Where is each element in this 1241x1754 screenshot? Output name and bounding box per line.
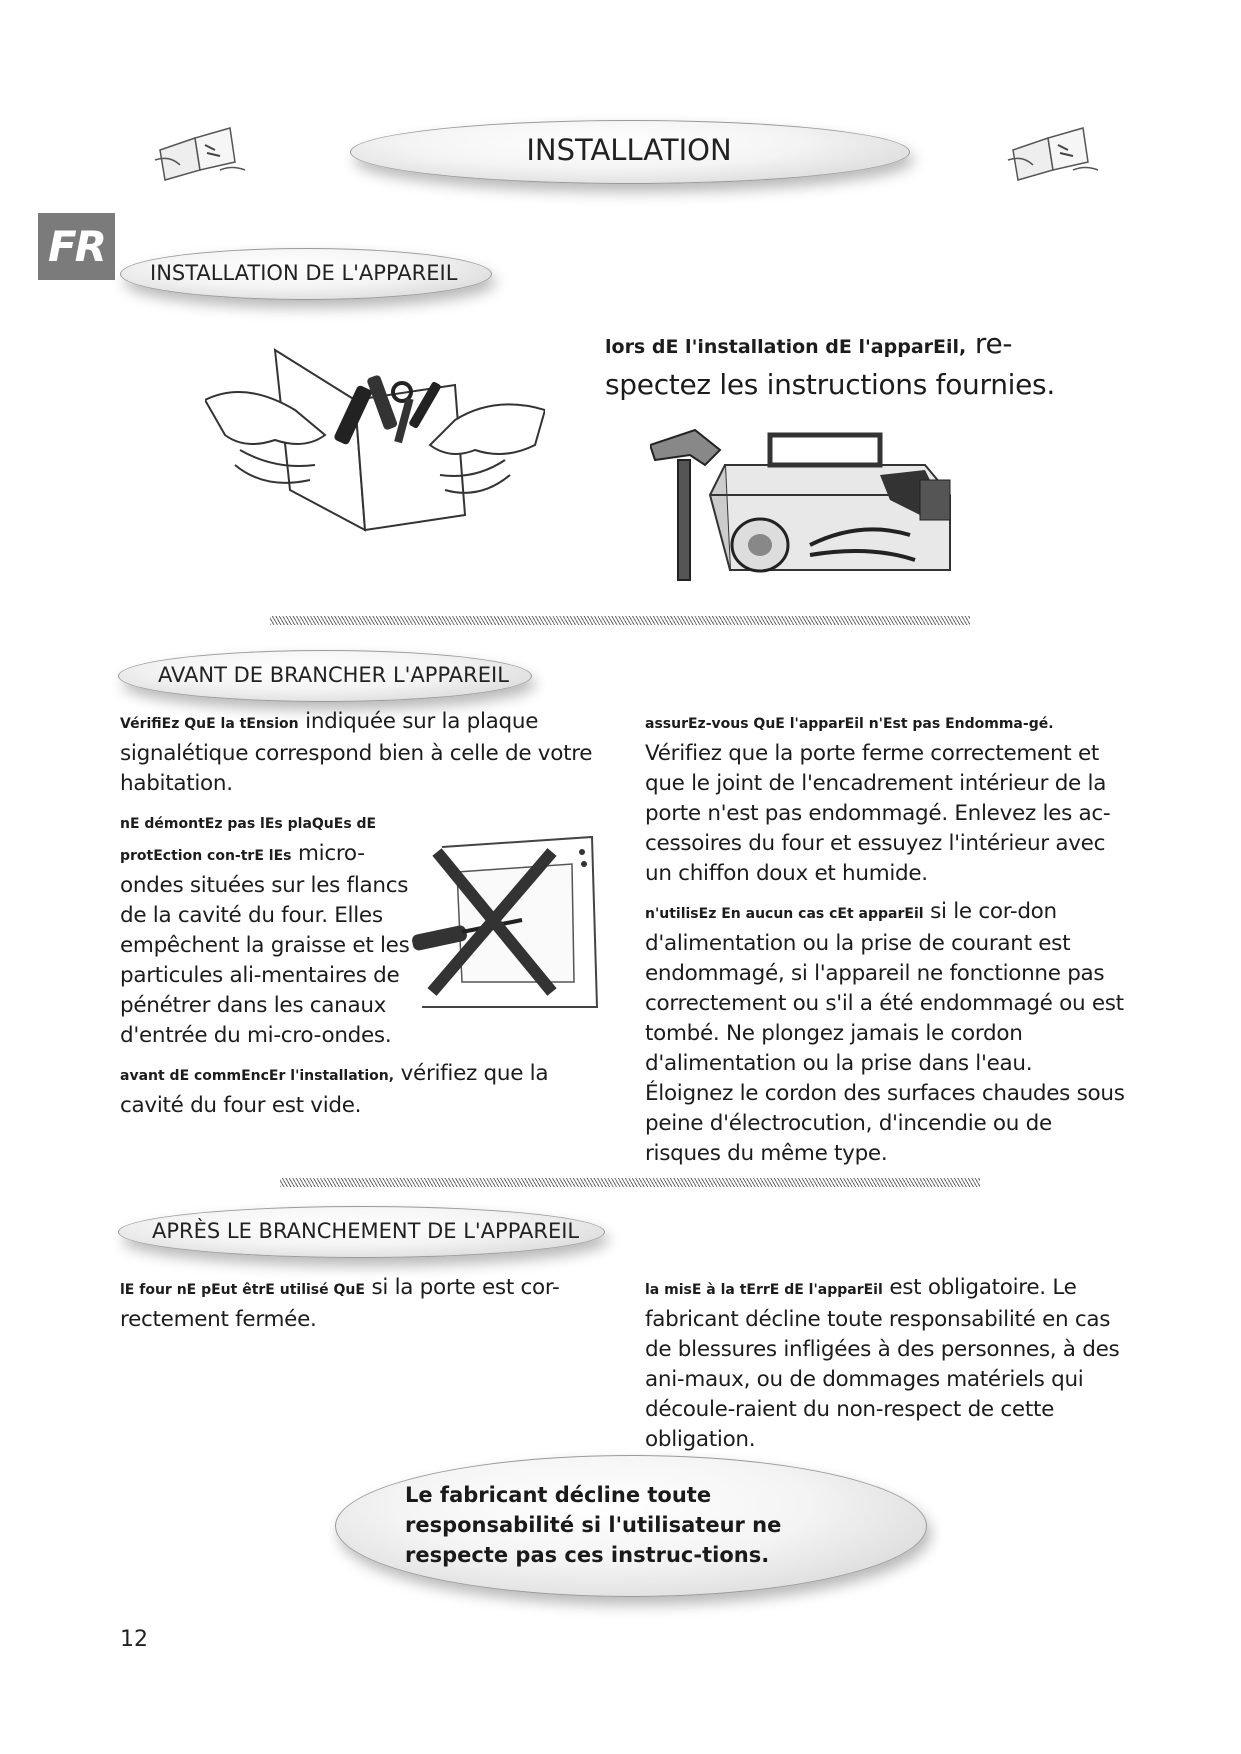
section-separator xyxy=(270,616,970,625)
appliance-damage-paragraph xyxy=(645,707,1125,889)
do-not-use-lead: n'utilisEz En aucun cas cEt apparEil xyxy=(645,906,924,922)
do-not-use-text: si le cor-don d'alimentation ou la prise de courant est endommagé, si l'appareil ne fonctionne pas correctement ou s'il a été endommagé ou est tombé. Ne plongez jamais le cordon d'alimentation ou la prise dans l'eau. Éloignez le cordon des surfaces chaudes sous peine d'électrocution, d'incendie ou de risques du même type. xyxy=(645,899,1125,1166)
manual-hands-illustration xyxy=(205,340,545,540)
disclaimer-text: Le fabricant décline toute responsabilité si l'utilisateur ne respecte pas ces instruc-tions. xyxy=(405,1483,782,1567)
voltage-text: indiquée sur la plaque signalétique correspond bien à celle de votre habitation. xyxy=(120,709,593,796)
appliance-damage-lead: assurEz-vous QuE l'apparEil n'Est pas Endomma-gé. xyxy=(645,716,1054,732)
earthing-lead: la misE à la tErrE dE l'apparEil xyxy=(645,1282,883,1298)
door-closed-lead: lE four nE pEut êtrE utilisé QuE xyxy=(120,1282,365,1298)
section-title-after-connecting: APRÈS LE BRANCHEMENT DE L'APPAREIL xyxy=(152,1219,580,1243)
do-not-use-paragraph xyxy=(645,897,1125,1169)
intro-lead: lors dE l'installation dE l'apparEil, xyxy=(605,336,967,358)
after-connecting-left-column xyxy=(120,1273,600,1343)
page-number: 12 xyxy=(120,1627,148,1652)
section-title-before-connecting: AVANT DE BRANCHER L'APPAREIL xyxy=(158,663,509,687)
door-closed-paragraph xyxy=(120,1273,600,1335)
voltage-paragraph xyxy=(120,707,600,799)
intro-text: re-spectez les instructions fournies. xyxy=(605,327,1055,401)
book-hands-icon-right xyxy=(1003,120,1103,190)
before-connecting-right-column xyxy=(645,707,1125,1177)
protection-plates-text: micro-ondes situées sur les flancs de la cavité du four. Elles empêchent la graisse et les particules ali-mentaires de pénétrer dans les canaux d'entrée du mi-cro-ondes. xyxy=(120,841,410,1048)
cavity-empty-text: vérifiez que la cavité du four est vide. xyxy=(120,1061,549,1118)
language-tab: FR xyxy=(38,213,115,280)
toolbox-illustration xyxy=(650,420,970,585)
earthing-paragraph xyxy=(645,1273,1135,1455)
appliance-damage-text: Vérifiez que la porte ferme correctement et que le joint de l'encadrement intérieur de la porte n'est pas endommagé. Enlevez les ac-cessoires du four et essuyez l'intérieur avec un chiffon doux et humide. xyxy=(645,741,1111,886)
book-hands-icon-left xyxy=(150,120,250,190)
section-title-installation: INSTALLATION DE L'APPAREIL xyxy=(150,261,458,285)
do-not-remove-plates-illustration xyxy=(412,832,602,1012)
after-connecting-right-column xyxy=(645,1273,1135,1463)
section-separator xyxy=(280,1178,980,1187)
intro-paragraph xyxy=(605,325,1075,403)
cavity-empty-paragraph xyxy=(120,1059,600,1121)
cavity-empty-lead: avant dE commEncEr l'installation, xyxy=(120,1068,395,1084)
protection-plates-paragraph xyxy=(120,807,410,1051)
page-title: INSTALLATION xyxy=(526,133,732,167)
protection-plates-lead: nE démontEz pas lEs plaQuEs dE protEction con-trE lEs xyxy=(120,816,377,864)
earthing-text: est obligatoire. Le fabricant décline toute responsabilité en cas de blessures infligées à des personnes, à des ani-maux, ou de dommages matériels qui découle-raient du non-respect de cette obligation. xyxy=(645,1275,1120,1452)
voltage-lead: VérifiEz QuE la tEnsion xyxy=(120,716,299,732)
door-closed-text: si la porte est cor-rectement fermée. xyxy=(120,1275,560,1332)
